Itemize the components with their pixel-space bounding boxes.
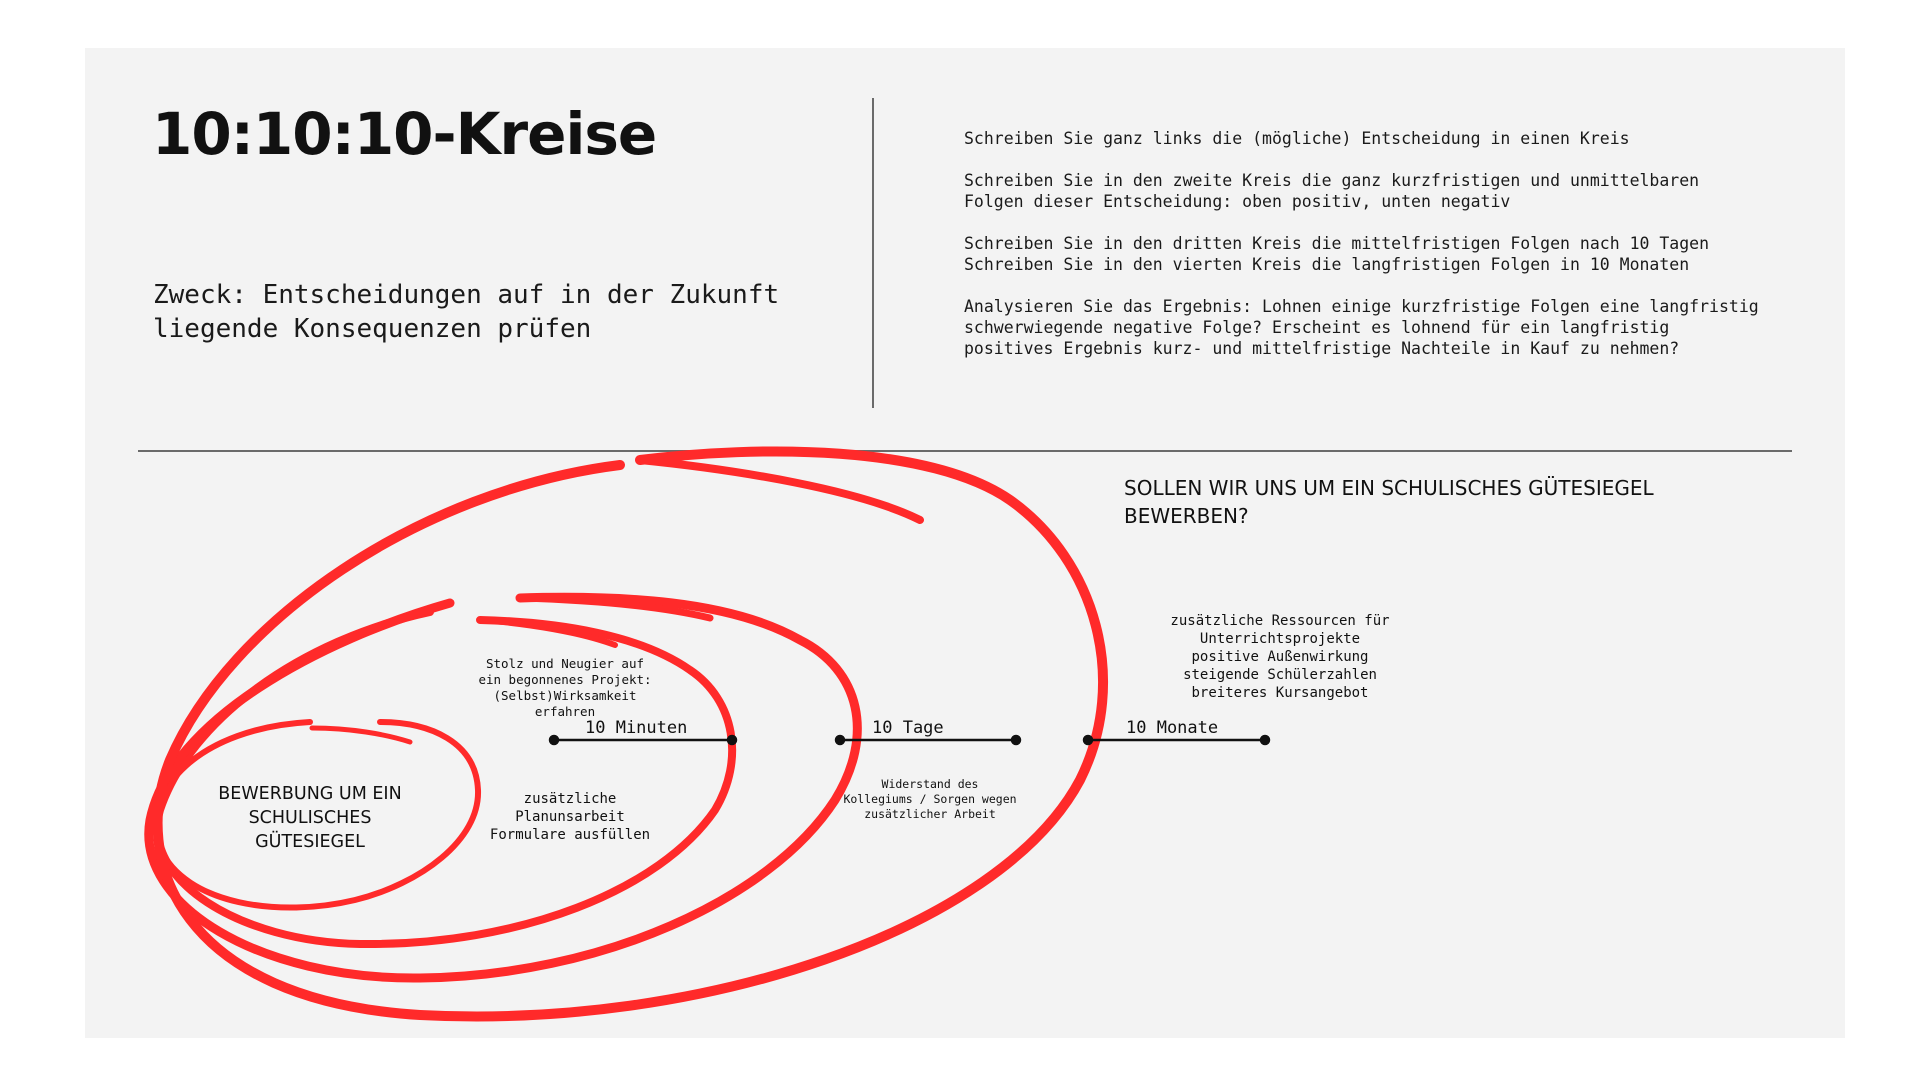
timeline-label-months: 10 Monate xyxy=(1126,718,1219,738)
timeline-dot xyxy=(728,736,736,744)
months-circle-tail xyxy=(640,460,920,520)
decision-question: SOLLEN WIR UNS UM EIN SCHULISCHES GÜTESIEGEL BEWERBEN? xyxy=(1124,476,1654,528)
decision-circle-tail xyxy=(312,728,410,742)
timeline-dot xyxy=(1261,736,1269,744)
minutes-positive-note: Stolz und Neugier auf ein begonnenes Projekt: (Selbst)Wirksamkeit erfahren xyxy=(478,656,652,719)
instruction-step: Schreiben Sie ganz links die (mögliche) Entscheidung in einen Kreis xyxy=(964,129,1630,148)
timeline-dot xyxy=(550,736,558,744)
timeline-dot xyxy=(1084,736,1092,744)
timeline-dot xyxy=(836,736,844,744)
timeline-dot xyxy=(1012,736,1020,744)
decision-label: BEWERBUNG UM EIN SCHULISCHES GÜTESIEGEL xyxy=(218,784,402,852)
minutes-negative-note: zusätzliche Planunsarbeit Formulare ausfüllen xyxy=(489,791,651,843)
page-title: 10:10:10-Kreise xyxy=(152,100,657,168)
instruction-step: Schreiben Sie in den zweite Kreis die ganz kurzfristigen und unmittelbaren Folgen dieser Entscheidung: oben positiv, unten negativ xyxy=(964,171,1700,211)
instruction-step: Analysieren Sie das Ergebnis: Lohnen einige kurzfristige Folgen eine langfristig schwerwiegende negative Folge? Erscheint es lohnend für ein langfristig positives Ergebnis kurz- und mittelfristige Nachteile in Kauf zu nehmen? xyxy=(964,297,1759,358)
timeline-label-days: 10 Tage xyxy=(872,718,944,738)
timeline-label-minutes: 10 Minuten xyxy=(585,718,688,738)
days-negative-note: Widerstand des Kollegiums / Sorgen wegen zusätzlicher Arbeit xyxy=(843,777,1017,821)
instruction-step: Schreiben Sie in den dritten Kreis die mittelfristigen Folgen nach 10 Tagen Schreiben Sie in den vierten Kreis die langfristigen Folgen in 10 Monaten xyxy=(964,234,1710,274)
purpose-text: Zweck: Entscheidungen auf in der Zukunft liegende Konsequenzen prüfen xyxy=(153,280,780,344)
months-positive-note: zusätzliche Ressourcen für Unterrichtsprojekte positive Außenwirkung steigende Schülerzahlen breiteres Kursangebot xyxy=(1170,613,1390,701)
